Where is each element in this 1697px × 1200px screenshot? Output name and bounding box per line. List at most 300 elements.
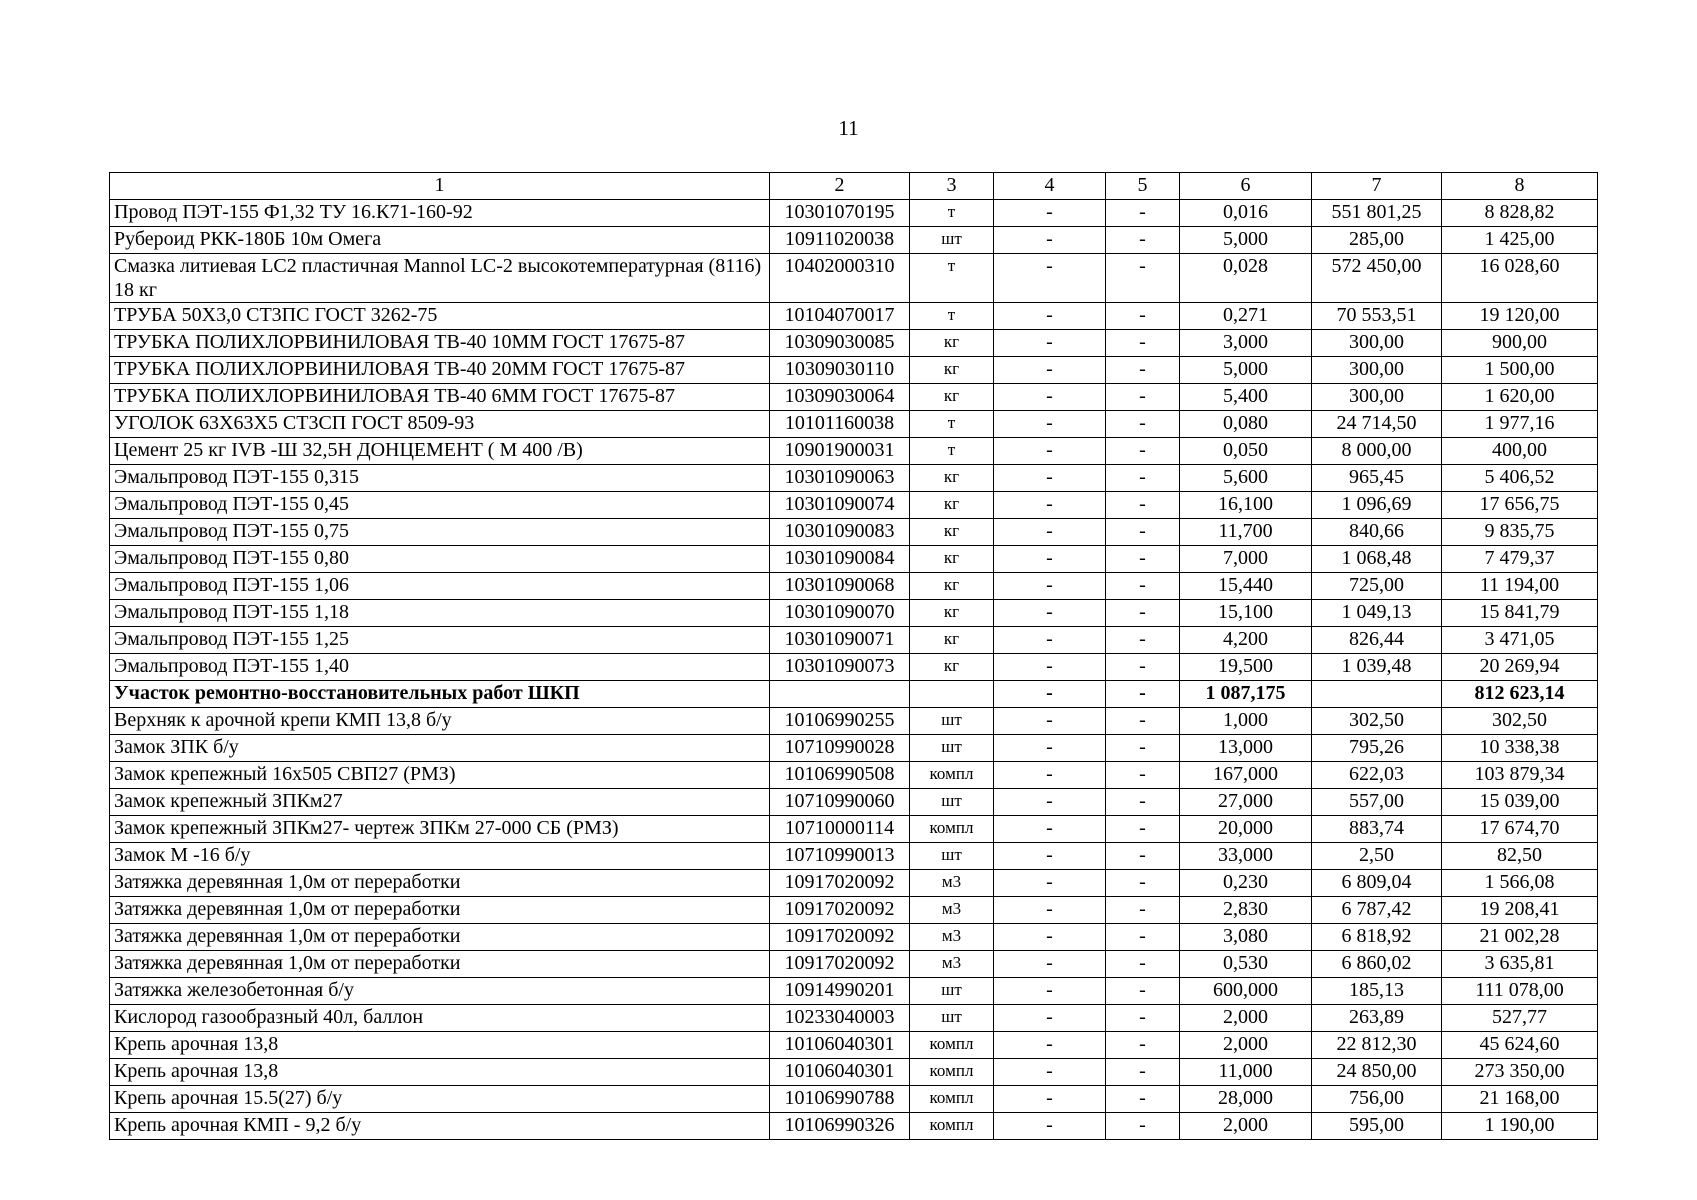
item-name: Крепь арочная КМП - 9,2 б/у xyxy=(110,1113,770,1140)
item-quantity: 15,440 xyxy=(1180,573,1312,600)
item-code: 10106990326 xyxy=(770,1113,910,1140)
item-col4: - xyxy=(994,1086,1106,1113)
item-col5: - xyxy=(1106,600,1180,627)
item-name: Эмальпровод ПЭТ-155 1,06 xyxy=(110,573,770,600)
item-name: Эмальпровод ПЭТ-155 1,25 xyxy=(110,627,770,654)
table-row xyxy=(110,951,1598,978)
table-row xyxy=(110,1113,1598,1140)
item-code: 10301090063 xyxy=(770,465,910,492)
item-name: Эмальпровод ПЭТ-155 0,80 xyxy=(110,546,770,573)
item-code: 10309030085 xyxy=(770,330,910,357)
item-sum: 45 624,60 xyxy=(1442,1032,1598,1059)
item-quantity: 0,080 xyxy=(1180,411,1312,438)
table-row xyxy=(110,1086,1598,1113)
item-quantity: 600,000 xyxy=(1180,978,1312,1005)
item-sum: 21 002,28 xyxy=(1442,924,1598,951)
item-code: 10917020092 xyxy=(770,924,910,951)
item-quantity: 4,200 xyxy=(1180,627,1312,654)
item-name: Затяжка деревянная 1,0м от переработки xyxy=(110,870,770,897)
item-col5: - xyxy=(1106,897,1180,924)
item-name: Кислород газообразный 40л, баллон xyxy=(110,1005,770,1032)
table-row xyxy=(110,519,1598,546)
table-row xyxy=(110,897,1598,924)
item-col4: - xyxy=(994,600,1106,627)
table-row xyxy=(110,411,1598,438)
item-col4: - xyxy=(994,1005,1106,1032)
table-row xyxy=(110,330,1598,357)
item-name: Замок ЗПК б/у xyxy=(110,735,770,762)
item-quantity: 5,000 xyxy=(1180,357,1312,384)
item-col4: - xyxy=(994,816,1106,843)
item-sum: 302,50 xyxy=(1442,708,1598,735)
item-name: Затяжка деревянная 1,0м от переработки xyxy=(110,897,770,924)
item-price: 826,44 xyxy=(1312,627,1442,654)
item-col5: - xyxy=(1106,627,1180,654)
item-code: 10710000114 xyxy=(770,816,910,843)
item-sum: 111 078,00 xyxy=(1442,978,1598,1005)
item-name: Затяжка железобетонная б/у xyxy=(110,978,770,1005)
item-code: 10917020092 xyxy=(770,951,910,978)
table-row xyxy=(110,492,1598,519)
column-number-row xyxy=(110,173,1598,200)
column-number: 1 xyxy=(110,173,770,200)
item-col5: - xyxy=(1106,573,1180,600)
item-unit: м3 xyxy=(910,951,994,978)
item-sum: 3 471,05 xyxy=(1442,627,1598,654)
table-row xyxy=(110,978,1598,1005)
item-col5: - xyxy=(1106,357,1180,384)
item-code: 10301090070 xyxy=(770,600,910,627)
item-quantity: 0,050 xyxy=(1180,438,1312,465)
table-row xyxy=(110,816,1598,843)
item-unit: кг xyxy=(910,519,994,546)
item-unit: м3 xyxy=(910,870,994,897)
item-unit: кг xyxy=(910,600,994,627)
item-quantity: 1,000 xyxy=(1180,708,1312,735)
item-sum: 20 269,94 xyxy=(1442,654,1598,681)
table-row xyxy=(110,1032,1598,1059)
item-price: 1 096,69 xyxy=(1312,492,1442,519)
item-col4: - xyxy=(994,254,1106,303)
item-col5: - xyxy=(1106,1032,1180,1059)
item-name: Эмальпровод ПЭТ-155 0,315 xyxy=(110,465,770,492)
item-unit: шт xyxy=(910,708,994,735)
item-sum: 17 674,70 xyxy=(1442,816,1598,843)
item-name: Крепь арочная 15.5(27) б/у xyxy=(110,1086,770,1113)
item-quantity: 11,000 xyxy=(1180,1059,1312,1086)
item-col4: - xyxy=(994,789,1106,816)
item-unit: компл xyxy=(910,1086,994,1113)
item-col5: - xyxy=(1106,816,1180,843)
item-col5: - xyxy=(1106,1059,1180,1086)
item-name: Смазка литиевая LC2 пластичная Mannol LC-2 высокотемпературная (8116) 18 кг xyxy=(110,254,770,303)
column-number: 2 xyxy=(770,173,910,200)
item-col5: - xyxy=(1106,924,1180,951)
item-col4: - xyxy=(994,735,1106,762)
item-col5: - xyxy=(1106,465,1180,492)
item-quantity: 11,700 xyxy=(1180,519,1312,546)
item-sum: 3 635,81 xyxy=(1442,951,1598,978)
item-name: Участок ремонтно-восстановительных работ ШКП xyxy=(110,681,770,708)
item-name: Цемент 25 кг IVB -Ш 32,5Н ДОНЦЕМЕНТ ( М 400 /В) xyxy=(110,438,770,465)
item-col5: - xyxy=(1106,254,1180,303)
item-col4: - xyxy=(994,227,1106,254)
item-col4: - xyxy=(994,492,1106,519)
item-unit: м3 xyxy=(910,924,994,951)
item-name: Крепь арочная 13,8 xyxy=(110,1032,770,1059)
column-number: 5 xyxy=(1106,173,1180,200)
item-price: 24 714,50 xyxy=(1312,411,1442,438)
materials-table xyxy=(109,172,1598,1140)
item-code: 10104070017 xyxy=(770,303,910,330)
item-price: 185,13 xyxy=(1312,978,1442,1005)
item-price xyxy=(1312,681,1442,708)
item-code: 10301090074 xyxy=(770,492,910,519)
item-price: 6 787,42 xyxy=(1312,897,1442,924)
item-quantity: 0,530 xyxy=(1180,951,1312,978)
item-quantity: 3,000 xyxy=(1180,330,1312,357)
item-code: 10901900031 xyxy=(770,438,910,465)
item-sum: 7 479,37 xyxy=(1442,546,1598,573)
item-col4: - xyxy=(994,1113,1106,1140)
item-name: Верхняк к арочной крепи КМП 13,8 б/у xyxy=(110,708,770,735)
item-unit: т xyxy=(910,200,994,227)
item-quantity: 2,000 xyxy=(1180,1005,1312,1032)
item-code: 10301090068 xyxy=(770,573,910,600)
item-sum: 1 977,16 xyxy=(1442,411,1598,438)
item-price: 70 553,51 xyxy=(1312,303,1442,330)
table-row xyxy=(110,438,1598,465)
table-row xyxy=(110,254,1598,303)
item-unit: кг xyxy=(910,384,994,411)
item-name: Замок М -16 б/у xyxy=(110,843,770,870)
table-row xyxy=(110,627,1598,654)
section-row xyxy=(110,681,1598,708)
item-quantity: 0,028 xyxy=(1180,254,1312,303)
item-sum: 8 828,82 xyxy=(1442,200,1598,227)
item-col5: - xyxy=(1106,303,1180,330)
item-name: Эмальпровод ПЭТ-155 1,40 xyxy=(110,654,770,681)
item-name: Затяжка деревянная 1,0м от переработки xyxy=(110,924,770,951)
item-col4: - xyxy=(994,303,1106,330)
table-row xyxy=(110,735,1598,762)
item-code: 10301090071 xyxy=(770,627,910,654)
item-sum: 17 656,75 xyxy=(1442,492,1598,519)
item-col4: - xyxy=(994,708,1106,735)
item-code: 10301090084 xyxy=(770,546,910,573)
table-row xyxy=(110,762,1598,789)
item-price: 263,89 xyxy=(1312,1005,1442,1032)
item-unit: компл xyxy=(910,1059,994,1086)
item-col5: - xyxy=(1106,519,1180,546)
item-sum: 900,00 xyxy=(1442,330,1598,357)
item-sum: 400,00 xyxy=(1442,438,1598,465)
item-col4: - xyxy=(994,357,1106,384)
item-sum: 1 190,00 xyxy=(1442,1113,1598,1140)
item-sum: 16 028,60 xyxy=(1442,254,1598,303)
item-col5: - xyxy=(1106,330,1180,357)
item-col5: - xyxy=(1106,227,1180,254)
item-unit: кг xyxy=(910,465,994,492)
item-col5: - xyxy=(1106,681,1180,708)
item-price: 6 818,92 xyxy=(1312,924,1442,951)
item-col5: - xyxy=(1106,411,1180,438)
item-code xyxy=(770,681,910,708)
item-col5: - xyxy=(1106,789,1180,816)
item-price: 1 068,48 xyxy=(1312,546,1442,573)
item-unit: кг xyxy=(910,654,994,681)
item-col4: - xyxy=(994,654,1106,681)
item-code: 10301090073 xyxy=(770,654,910,681)
item-col4: - xyxy=(994,897,1106,924)
item-name: Эмальпровод ПЭТ-155 0,75 xyxy=(110,519,770,546)
item-unit: компл xyxy=(910,762,994,789)
column-number: 7 xyxy=(1312,173,1442,200)
item-col4: - xyxy=(994,519,1106,546)
item-quantity: 7,000 xyxy=(1180,546,1312,573)
item-sum: 19 208,41 xyxy=(1442,897,1598,924)
item-price: 965,45 xyxy=(1312,465,1442,492)
item-code: 10917020092 xyxy=(770,870,910,897)
item-code: 10710990013 xyxy=(770,843,910,870)
item-price: 725,00 xyxy=(1312,573,1442,600)
item-sum: 1 500,00 xyxy=(1442,357,1598,384)
item-price: 622,03 xyxy=(1312,762,1442,789)
item-col4: - xyxy=(994,438,1106,465)
item-quantity: 13,000 xyxy=(1180,735,1312,762)
item-sum: 1 425,00 xyxy=(1442,227,1598,254)
table-row xyxy=(110,384,1598,411)
item-col5: - xyxy=(1106,951,1180,978)
item-unit: кг xyxy=(910,330,994,357)
item-sum: 812 623,14 xyxy=(1442,681,1598,708)
item-quantity: 5,600 xyxy=(1180,465,1312,492)
item-col5: - xyxy=(1106,843,1180,870)
item-quantity: 167,000 xyxy=(1180,762,1312,789)
item-code: 10106990788 xyxy=(770,1086,910,1113)
item-price: 572 450,00 xyxy=(1312,254,1442,303)
table-row xyxy=(110,1059,1598,1086)
item-code: 10301070195 xyxy=(770,200,910,227)
item-price: 756,00 xyxy=(1312,1086,1442,1113)
item-price: 6 860,02 xyxy=(1312,951,1442,978)
item-unit: т xyxy=(910,438,994,465)
item-col4: - xyxy=(994,573,1106,600)
item-unit: шт xyxy=(910,227,994,254)
item-sum: 527,77 xyxy=(1442,1005,1598,1032)
table-row xyxy=(110,546,1598,573)
table-row xyxy=(110,465,1598,492)
item-quantity: 16,100 xyxy=(1180,492,1312,519)
column-number: 8 xyxy=(1442,173,1598,200)
item-name: Рубероид РКК-180Б 10м Омега xyxy=(110,227,770,254)
item-unit: т xyxy=(910,303,994,330)
table-row xyxy=(110,708,1598,735)
item-code: 10710990028 xyxy=(770,735,910,762)
item-col4: - xyxy=(994,1059,1106,1086)
item-name: Замок крепежный ЗПКм27- чертеж ЗПКм 27-000 СБ (РМЗ) xyxy=(110,816,770,843)
item-name: ТРУБКА ПОЛИХЛОРВИНИЛОВАЯ ТВ-40 6ММ ГОСТ 17675-87 xyxy=(110,384,770,411)
column-number: 3 xyxy=(910,173,994,200)
item-sum: 5 406,52 xyxy=(1442,465,1598,492)
item-col5: - xyxy=(1106,870,1180,897)
item-unit: шт xyxy=(910,735,994,762)
column-number: 4 xyxy=(994,173,1106,200)
item-sum: 19 120,00 xyxy=(1442,303,1598,330)
item-unit: компл xyxy=(910,1113,994,1140)
item-quantity: 0,016 xyxy=(1180,200,1312,227)
item-code: 10233040003 xyxy=(770,1005,910,1032)
item-name: ТРУБКА ПОЛИХЛОРВИНИЛОВАЯ ТВ-40 10ММ ГОСТ 17675-87 xyxy=(110,330,770,357)
item-code: 10911020038 xyxy=(770,227,910,254)
item-col4: - xyxy=(994,546,1106,573)
item-unit: кг xyxy=(910,573,994,600)
item-unit: кг xyxy=(910,492,994,519)
item-sum: 15 841,79 xyxy=(1442,600,1598,627)
item-price: 285,00 xyxy=(1312,227,1442,254)
item-price: 883,74 xyxy=(1312,816,1442,843)
item-code: 10710990060 xyxy=(770,789,910,816)
item-sum: 10 338,38 xyxy=(1442,735,1598,762)
item-col4: - xyxy=(994,951,1106,978)
item-col5: - xyxy=(1106,1113,1180,1140)
item-code: 10914990201 xyxy=(770,978,910,1005)
table-row xyxy=(110,227,1598,254)
item-col5: - xyxy=(1106,492,1180,519)
item-code: 10106990255 xyxy=(770,708,910,735)
table-row xyxy=(110,870,1598,897)
table-body xyxy=(110,173,1598,1140)
item-col4: - xyxy=(994,330,1106,357)
item-quantity: 5,400 xyxy=(1180,384,1312,411)
item-quantity: 5,000 xyxy=(1180,227,1312,254)
item-quantity: 27,000 xyxy=(1180,789,1312,816)
item-price: 300,00 xyxy=(1312,384,1442,411)
item-price: 300,00 xyxy=(1312,330,1442,357)
item-col5: - xyxy=(1106,762,1180,789)
item-price: 795,26 xyxy=(1312,735,1442,762)
item-sum: 103 879,34 xyxy=(1442,762,1598,789)
item-name: Эмальпровод ПЭТ-155 0,45 xyxy=(110,492,770,519)
item-price: 551 801,25 xyxy=(1312,200,1442,227)
item-col5: - xyxy=(1106,200,1180,227)
item-sum: 21 168,00 xyxy=(1442,1086,1598,1113)
item-price: 595,00 xyxy=(1312,1113,1442,1140)
item-name: ТРУБА 50Х3,0 СТ3ПС ГОСТ 3262-75 xyxy=(110,303,770,330)
item-unit: компл xyxy=(910,1032,994,1059)
table-row xyxy=(110,357,1598,384)
item-col4: - xyxy=(994,924,1106,951)
item-quantity: 33,000 xyxy=(1180,843,1312,870)
item-quantity: 2,000 xyxy=(1180,1113,1312,1140)
item-col4: - xyxy=(994,978,1106,1005)
item-unit: шт xyxy=(910,978,994,1005)
item-code: 10106990508 xyxy=(770,762,910,789)
table-row xyxy=(110,1005,1598,1032)
item-unit xyxy=(910,681,994,708)
item-price: 6 809,04 xyxy=(1312,870,1442,897)
item-col5: - xyxy=(1106,438,1180,465)
item-col4: - xyxy=(994,681,1106,708)
item-quantity: 0,230 xyxy=(1180,870,1312,897)
item-sum: 11 194,00 xyxy=(1442,573,1598,600)
item-name: Крепь арочная 13,8 xyxy=(110,1059,770,1086)
item-name: Затяжка деревянная 1,0м от переработки xyxy=(110,951,770,978)
table-row xyxy=(110,789,1598,816)
item-sum: 82,50 xyxy=(1442,843,1598,870)
item-col4: - xyxy=(994,200,1106,227)
item-unit: кг xyxy=(910,357,994,384)
item-quantity: 28,000 xyxy=(1180,1086,1312,1113)
page-number: 11 xyxy=(838,116,859,140)
item-col4: - xyxy=(994,384,1106,411)
table-row xyxy=(110,303,1598,330)
item-sum: 1 620,00 xyxy=(1442,384,1598,411)
item-price: 302,50 xyxy=(1312,708,1442,735)
item-quantity: 3,080 xyxy=(1180,924,1312,951)
item-name: Замок крепежный ЗПКм27 xyxy=(110,789,770,816)
item-name: Замок крепежный 16х505 СВП27 (РМЗ) xyxy=(110,762,770,789)
item-sum: 15 039,00 xyxy=(1442,789,1598,816)
table-row xyxy=(110,924,1598,951)
table-row xyxy=(110,573,1598,600)
item-code: 10106040301 xyxy=(770,1032,910,1059)
item-sum: 273 350,00 xyxy=(1442,1059,1598,1086)
item-name: Провод ПЭТ-155 Ф1,32 ТУ 16.К71-160-92 xyxy=(110,200,770,227)
item-price: 1 039,48 xyxy=(1312,654,1442,681)
item-quantity: 15,100 xyxy=(1180,600,1312,627)
item-quantity: 2,000 xyxy=(1180,1032,1312,1059)
item-col5: - xyxy=(1106,708,1180,735)
item-col4: - xyxy=(994,465,1106,492)
item-name: ТРУБКА ПОЛИХЛОРВИНИЛОВАЯ ТВ-40 20ММ ГОСТ 17675-87 xyxy=(110,357,770,384)
item-price: 22 812,30 xyxy=(1312,1032,1442,1059)
item-col5: - xyxy=(1106,654,1180,681)
item-col5: - xyxy=(1106,546,1180,573)
item-unit: кг xyxy=(910,546,994,573)
item-name: УГОЛОК 63Х63Х5 СТ3СП ГОСТ 8509-93 xyxy=(110,411,770,438)
column-number: 6 xyxy=(1180,173,1312,200)
table-row xyxy=(110,600,1598,627)
item-price: 557,00 xyxy=(1312,789,1442,816)
item-quantity: 19,500 xyxy=(1180,654,1312,681)
item-code: 10301090083 xyxy=(770,519,910,546)
item-col5: - xyxy=(1106,978,1180,1005)
item-unit: т xyxy=(910,411,994,438)
item-code: 10917020092 xyxy=(770,897,910,924)
table-row xyxy=(110,200,1598,227)
table-row xyxy=(110,843,1598,870)
item-col5: - xyxy=(1106,1005,1180,1032)
item-col4: - xyxy=(994,627,1106,654)
item-unit: шт xyxy=(910,843,994,870)
item-unit: м3 xyxy=(910,897,994,924)
item-unit: т xyxy=(910,254,994,303)
table-row xyxy=(110,654,1598,681)
item-col4: - xyxy=(994,762,1106,789)
item-code: 10309030064 xyxy=(770,384,910,411)
item-col4: - xyxy=(994,1032,1106,1059)
item-unit: шт xyxy=(910,789,994,816)
item-unit: кг xyxy=(910,627,994,654)
item-name: Эмальпровод ПЭТ-155 1,18 xyxy=(110,600,770,627)
item-price: 24 850,00 xyxy=(1312,1059,1442,1086)
item-sum: 9 835,75 xyxy=(1442,519,1598,546)
item-col4: - xyxy=(994,870,1106,897)
item-sum: 1 566,08 xyxy=(1442,870,1598,897)
item-col4: - xyxy=(994,843,1106,870)
item-price: 2,50 xyxy=(1312,843,1442,870)
